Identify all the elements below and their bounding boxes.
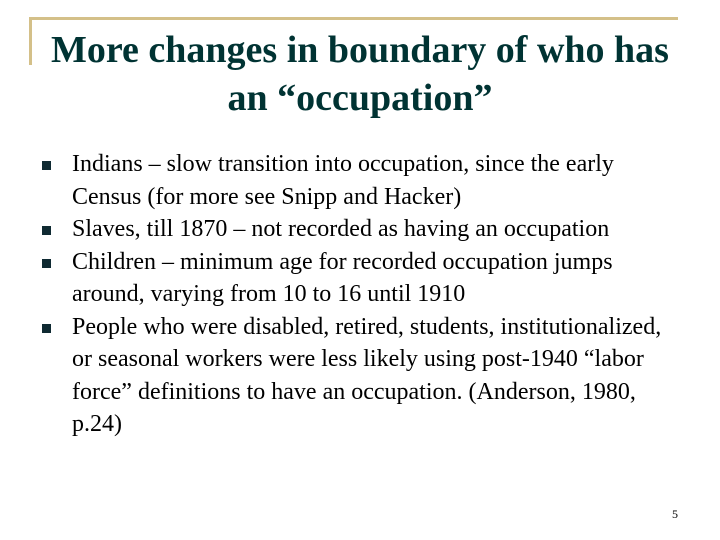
bullet-text: People who were disabled, retired, students, institutionalized, or seasonal workers were less likely using post-1940 “labor force” definitions to have an occupation. (Anderson, 1980, p.24): [72, 313, 662, 437]
frame-left-rule: [29, 17, 32, 65]
bullet-item-children: [42, 246, 682, 311]
frame-top-rule: [29, 17, 678, 20]
square-bullet-icon: [42, 259, 51, 268]
square-bullet-icon: [42, 226, 51, 235]
bullet-text: Indians – slow transition into occupation, since the early Census (for more see Snipp and Hacker): [72, 151, 614, 210]
page-number: 5: [672, 507, 678, 521]
square-bullet-icon: [42, 161, 51, 170]
bullet-text: Slaves, till 1870 – not recorded as having an occupation: [72, 216, 610, 242]
bullet-item-slaves: [42, 213, 682, 246]
slide-title: More changes in boundary of who has an “occupation”: [51, 29, 669, 119]
bullet-item-indians: [42, 148, 682, 213]
bullet-list: [42, 148, 682, 441]
bullet-text: Children – minimum age for recorded occupation jumps around, varying from 10 to 16 until 1910: [72, 248, 613, 307]
square-bullet-icon: [42, 324, 51, 333]
bullet-item-labor-force: [42, 311, 682, 441]
